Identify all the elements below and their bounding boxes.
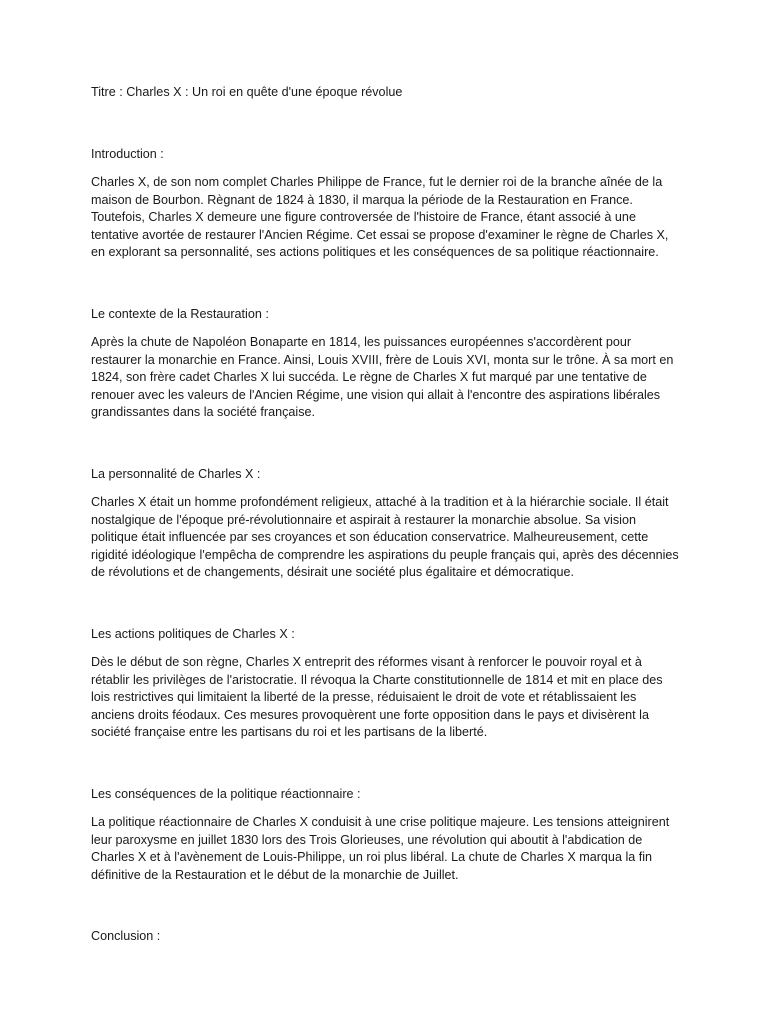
section-heading-actions-politiques: Les actions politiques de Charles X : [91, 626, 295, 641]
section-heading-contexte: Le contexte de la Restauration : [91, 306, 269, 321]
document-content [91, 84, 681, 946]
section-heading-conclusion: Conclusion : [91, 929, 161, 943]
section-body-contexte: Après la chute de Napoléon Bonaparte en 1814, les puissances européennes s'accordèrent pour restaurer la monarchie en France. Ainsi, Louis XVIII, frère de Louis XVI, monta sur le trône. À sa mort en 1824, son frère cadet Charles X lui succéda. Le règne de Charles X fut marqué par une tentative de renouer avec les valeurs de l'Ancien Régime, une vision qui allait à l'encontre des aspirations libérales grandissantes dans la société française. [91, 335, 674, 419]
document-title: Titre : Charles X : Un roi en quête d'une époque révolue [91, 85, 403, 99]
section-heading-introduction: Introduction : [91, 146, 164, 161]
section-heading-personnalite: La personnalité de Charles X : [91, 466, 261, 481]
section-body-introduction: Charles X, de son nom complet Charles Philippe de France, fut le dernier roi de la branche aînée de la maison de Bourbon. Règnant de 1824 à 1830, il marqua la période de la Restauration en France. Toutefois, Charles X demeure une figure controversée de l'histoire de France, étant associé à une tentative avortée de restaurer l'Ancien Régime. Cet essai se propose d'examiner le règne de Charles X, en explorant sa personnalité, ses actions politiques et les conséquences de sa politique réactionnaire. [91, 175, 669, 259]
section-body-personnalite: Charles X était un homme profondément religieux, attaché à la tradition et à la hiérarchie sociale. Il était nostalgique de l'époque pré-révolutionnaire et aspirait à restaurer la monarchie absolue. Sa vision politique était influencée par ses croyances et son éducation conservatrice. Malheureusement, cette rigidité idéologique l'empêcha de comprendre les aspirations du peuple français qui, après des décennies de révolutions et de changements, désirait une société plus égalitaire et démocratique. [91, 495, 679, 579]
section-heading-consequences: Les conséquences de la politique réactionnaire : [91, 786, 361, 801]
section-body-actions-politiques: Dès le début de son règne, Charles X entreprit des réformes visant à renforcer le pouvoir royal et à rétablir les privilèges de l'aristocratie. Il révoqua la Charte constitutionnelle de 1814 et mit en place des lois restrictives qui limitaient la liberté de la presse, réduisaient le droit de vote et rétablissaient les anciens droits féodaux. Ces mesures provoquèrent une forte opposition dans le pays et divisèrent la société française entre les partisans du roi et les partisans de la liberté. [91, 655, 663, 739]
section-body-consequences: La politique réactionnaire de Charles X conduisit à une crise politique majeure. Les tensions atteignirent leur paroxysme en juillet 1830 lors des Trois Glorieuses, une révolution qui aboutit à l'abdication de Charles X et à l'avènement de Louis-Philippe, un roi plus libéral. La chute de Charles X marqua la fin définitive de la Restauration et le début de la monarchie de Juillet. [91, 815, 670, 882]
